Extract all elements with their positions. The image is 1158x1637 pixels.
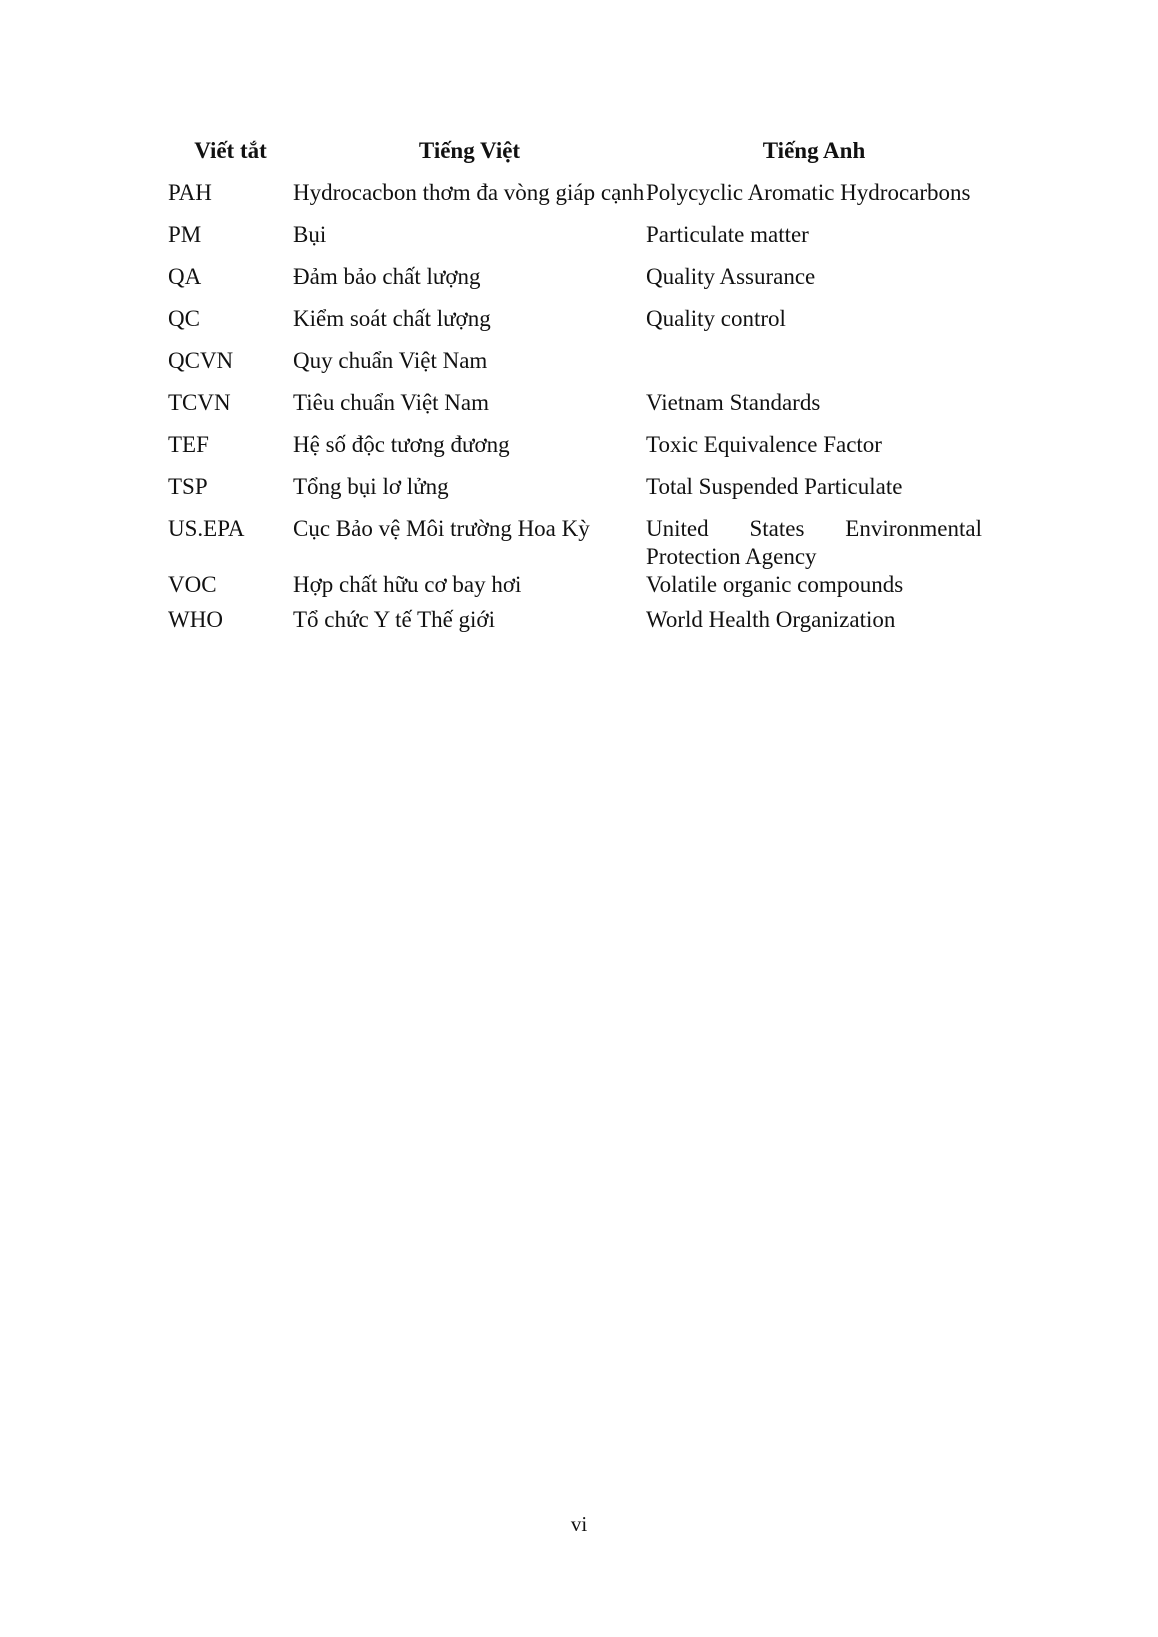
english-cell: Total Suspended Particulate [646, 474, 903, 499]
vietnamese-cell: Hydrocacbon thơm đa vòng giáp cạnh [293, 180, 645, 205]
abbreviation-cell: US.EPA [168, 516, 245, 541]
table-row [168, 172, 982, 214]
table-row [168, 424, 982, 466]
table-row [168, 508, 982, 571]
table-row [168, 298, 982, 340]
abbreviation-cell: TCVN [168, 390, 231, 415]
abbreviation-cell: PM [168, 222, 202, 247]
table-row [168, 382, 982, 424]
table-row [168, 214, 982, 256]
abbreviation-cell: QCVN [168, 348, 234, 373]
abbreviation-table [168, 130, 982, 641]
vietnamese-cell: Tổng bụi lơ lửng [293, 474, 449, 499]
header-english: Tiếng Anh [762, 138, 866, 163]
abbreviation-cell: TEF [168, 432, 209, 457]
abbreviation-cell: VOC [168, 572, 217, 597]
vietnamese-cell: Bụi [293, 222, 327, 247]
table-header-row [168, 130, 982, 172]
table-row [168, 571, 982, 599]
abbreviation-cell: PAH [168, 180, 212, 205]
table-row [168, 340, 982, 382]
english-cell: Quality Assurance [646, 264, 816, 289]
english-cell: Polycyclic Aromatic Hydrocarbons [646, 180, 971, 205]
english-cell: World Health Organization [646, 607, 896, 632]
vietnamese-cell: Đảm bảo chất lượng [293, 264, 481, 289]
table-row [168, 599, 982, 641]
english-cell: Vietnam Standards [646, 390, 821, 415]
english-cell: Quality control [646, 306, 786, 331]
table-row [168, 466, 982, 508]
english-cell: Toxic Equivalence Factor [646, 432, 882, 457]
english-cell [646, 340, 982, 382]
vietnamese-cell: Cục Bảo vệ Môi trường Hoa Kỳ [293, 516, 590, 541]
english-cell: United States Environmental Protection Agency [646, 516, 982, 569]
header-abbreviation: Viết tắt [194, 138, 267, 163]
vietnamese-cell: Hệ số độc tương đương [293, 432, 510, 457]
vietnamese-cell: Tổ chức Y tế Thế giới [293, 607, 495, 632]
header-vietnamese: Tiếng Việt [418, 138, 521, 163]
vietnamese-cell: Kiểm soát chất lượng [293, 306, 491, 331]
english-cell: Particulate matter [646, 222, 809, 247]
vietnamese-cell: Tiêu chuẩn Việt Nam [293, 390, 490, 415]
table-row [168, 256, 982, 298]
abbreviation-cell: TSP [168, 474, 208, 499]
abbreviation-cell: WHO [168, 607, 223, 632]
abbreviation-cell: QC [168, 306, 200, 331]
vietnamese-cell: Quy chuẩn Việt Nam [293, 348, 488, 373]
vietnamese-cell: Hợp chất hữu cơ bay hơi [293, 572, 522, 597]
english-cell: Volatile organic compounds [646, 572, 904, 597]
page-number: vi [570, 1512, 588, 1536]
abbreviation-cell: QA [168, 264, 202, 289]
